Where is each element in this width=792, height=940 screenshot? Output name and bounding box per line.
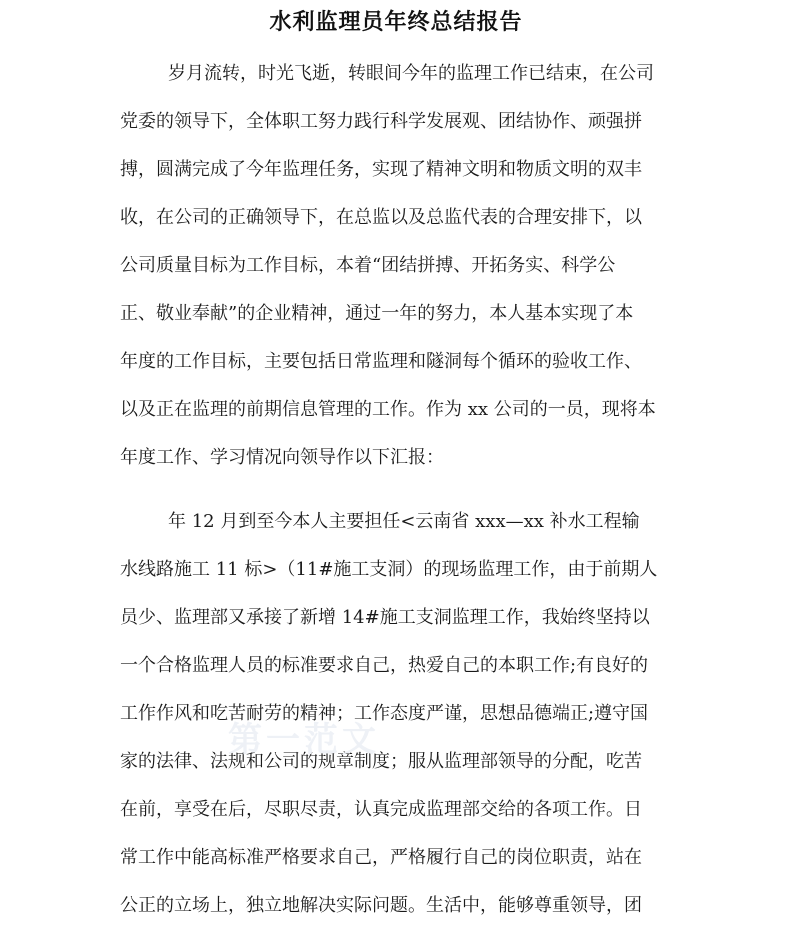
paragraph-line: 公正的立场上，独立地解决实际问题。生活中，能够尊重领导，团 — [120, 895, 642, 916]
paragraph-line: 在前，享受在后，尽职尽责，认真完成监理部交给的各项工作。日 — [120, 799, 642, 820]
paragraph-line: 收，在公司的正确领导下，在总监以及总监代表的合理安排下，以 — [120, 207, 642, 228]
paragraph-line: 公司质量目标为工作目标，本着“团结拼搏、开拓务实、科学公 — [120, 255, 616, 276]
paragraph-intro — [120, 50, 680, 482]
paragraph-line: 工作作风和吃苦耐劳的精神；工作态度严谨，思想品德端正;遵守国 — [120, 703, 649, 724]
paragraph-line: 以及正在监理的前期信息管理的工作。作为 xx 公司的一员，现将本 — [120, 399, 656, 420]
paragraph-line: 员少、监理部又承接了新增 14#施工支洞监理工作，我始终坚持以 — [120, 607, 650, 628]
document-title: 水利监理员年终总结报告 — [269, 10, 523, 35]
watermark-text: 第一范文 — [228, 720, 380, 760]
paragraph-work-summary — [120, 498, 680, 930]
paragraph-line: 年度的工作目标，主要包括日常监理和隧洞每个循环的验收工作、 — [120, 351, 642, 372]
paragraph-line: 家的法律、法规和公司的规章制度；服从监理部领导的分配，吃苦 — [120, 751, 642, 772]
paragraph-line: 岁月流转，时光飞逝，转眼间今年的监理工作已结束，在公司 — [168, 63, 654, 84]
paragraph-line: 年度工作、学习情况向领导作以下汇报： — [120, 447, 444, 468]
paragraph-line: 正、敬业奉献”的企业精神，通过一年的努力，本人基本实现了本 — [120, 303, 634, 324]
paragraph-line: 常工作中能高标准严格要求自己，严格履行自己的岗位职责，站在 — [120, 847, 642, 868]
paragraph-line: 搏，圆满完成了今年监理任务，实现了精神文明和物质文明的双丰 — [120, 159, 642, 180]
paragraph-line: 党委的领导下，全体职工努力践行科学发展观、团结协作、顽强拼 — [120, 111, 642, 132]
paragraph-line: 水线路施工 11 标>（11#施工支洞）的现场监理工作，由于前期人 — [120, 559, 658, 580]
paragraph-line: 一个合格监理人员的标准要求自己，热爱自己的本职工作;有良好的 — [120, 655, 649, 676]
paragraph-line: 年 12 月到至今本人主要担任<云南省 xxx—xx 补水工程输 — [168, 511, 640, 532]
